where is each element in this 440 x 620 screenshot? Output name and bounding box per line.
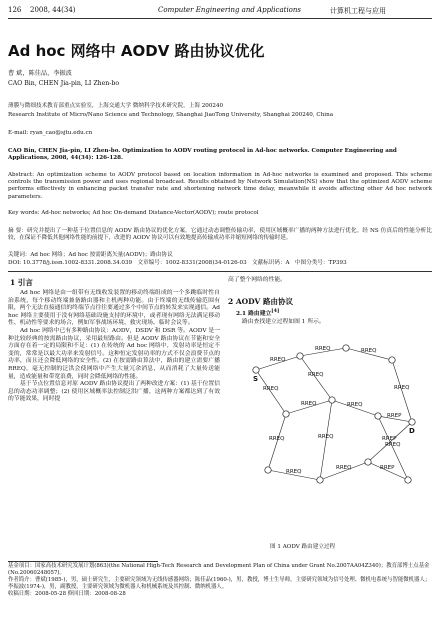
message-label: RREQ	[308, 372, 324, 378]
network-node	[375, 413, 381, 419]
route-arrow	[300, 356, 332, 400]
affiliation-cn: 薄膜与微细技术教育部重点实验室，上海交通大学 微纳科学技术研究院，上海 200240	[8, 103, 224, 109]
divider	[8, 271, 432, 272]
affiliation-en: Research Institute of Micro/Nano Science and Technology, Shanghai JiaoTong University, Shanghai 200240, China	[8, 112, 334, 118]
network-node	[405, 477, 411, 483]
authors-cn: 曹 斌，陈佳品，李振波	[8, 70, 72, 77]
network-node	[329, 397, 335, 403]
route-arrow	[256, 370, 286, 414]
left-column	[8, 290, 220, 404]
destination-node	[409, 419, 415, 425]
network-node	[343, 345, 349, 351]
reference-mark: [4]	[271, 308, 280, 314]
clc-number: 中图分类号：TP393	[294, 260, 347, 266]
citation: CAO Bin, CHEN Jia-pin, LI Zhen-bo. Optimization to AODV routing protocol in Ad-hoc networks. Computer Engineering and Applications, 2008, 44(34): 126-128.	[8, 148, 397, 162]
abstract-en: Abstract: An optimization scheme to AODV protocol based on location information in Ad-hoc networks is examined and proposed. This scheme controls the transmission power and uses regional broadcast. Results obtained by Network Simulation(NS) show that the optimized AODV scheme performs effectively in enhancing packet transfer rate and shortening network time delay, meanwhile it avoids affecting other Ad hoc network parameters.	[8, 172, 432, 200]
author-email: E-mail: ryan_cao@sjtu.edu.cn	[8, 130, 93, 136]
figure-caption: 图 1 AODV 路由建立过程	[270, 544, 336, 550]
message-label: RREP	[380, 465, 395, 471]
message-label: RREQ	[385, 442, 401, 448]
route-arrow	[268, 414, 286, 470]
received-dates: 收稿日期：2008-05-28 修回日期：2008-08-28	[8, 591, 126, 597]
right-column-continuation: 高了整个网络的性能。	[228, 277, 286, 283]
authors-en: CAO Bin, CHEN Jia-pin, LI Zhen-bo	[8, 80, 120, 87]
message-label: RREQ	[286, 469, 302, 475]
network-node	[283, 411, 289, 417]
message-label: RREQ	[301, 401, 317, 407]
doi: DOI: 10.3778/j.issn.1002-8331.2008.34.039	[8, 260, 133, 266]
abstract-cn: 摘 要：研究并提出了一种基于位置信息的 AODV 路由协议的优化方案。它通过动态调整传输功率，使用区域概率广播的两种方法进行优化。经 NS 仿真后的性能分析比较，在保证不降低其他网络性能的前提下，改进的 AODV 协议可以有效地提高传输成功率并缩短网络的传输时延。	[8, 228, 432, 242]
page-number: 126	[8, 6, 22, 14]
network-node	[389, 357, 395, 363]
footnote-divider	[8, 561, 158, 562]
document-code: 文献标识码：A	[251, 260, 290, 266]
message-label: RREQ	[270, 357, 286, 363]
journal-name-cn: 计算机工程与应用	[330, 7, 386, 15]
message-label: RREQ	[336, 465, 352, 471]
network-node	[365, 459, 371, 465]
destination-label: D	[409, 427, 415, 435]
keywords-cn: 关键词：Ad hoc 网络；Ad hoc 按需距离矢量(AODV)；路由协议	[8, 252, 173, 258]
section-1-heading: 1 引言	[10, 278, 33, 287]
issue-info: 2008, 44(34)	[30, 6, 76, 14]
paragraph: Ad hoc 网络中已有多种路由协议：AODV，DSDV 和 DSR 等。AODV 是一种比较经典的按需路由协议，采用最短路由。但是 AODV 路由协议在节能和安全方面存在着一定的局限和不足：(1) 在传统的 Ad hoc 网络中，发射功率是恒定不变的，常常是以最大功率来发射信号。这种恒定发射功率的方式不仅会浪费节点的功率，而且还会降低网络的安全性。(2) 在按需路由算法中，路由的建立需要广播 RREQ，毫无控制的泛洪会使网络中产生大量冗余消息，从而消耗了大量传送能量，造成能量和带宽浪费，同时会降低网络的性能。	[8, 327, 220, 380]
source-node	[253, 367, 259, 373]
paragraph: Ad hoc 网络是由一组带有无线收发装置的移动终端组成的一个多跳临时性自治系统，每个移动终端兼备路由器和主机两种功能。由于终端的无线传输范围有限，两个无法直接通信的终端节点往往要通过多个中间节点的转发来实现通信。Ad hoc 网络主要使用于没有网络基础设施支持的环境中，或者现有网络无法满足移动性、机动性等要求的场合，例如军事战场环境、救灾现场、临时会议等。	[8, 290, 220, 327]
message-label: RREQ	[263, 386, 279, 392]
paragraph: 基于节点位置信息对原 AODV 路由协议提出了两种改进方案：(1) 基于位置信息的动态功率调整；(2) 使用区域概率法控制泛洪广播，这两种方案都达到了有效的节能效果，同时提	[8, 381, 220, 403]
message-label: RREQ	[315, 346, 331, 352]
message-label: RREQ	[361, 348, 377, 354]
journal-name-en: Computer Engineering and Applications	[158, 6, 301, 14]
message-label: RREQ	[347, 402, 363, 408]
section-2-heading: 2 AODV 路由协议	[228, 297, 293, 306]
network-node	[297, 353, 303, 359]
route-arrow	[320, 400, 332, 480]
message-label: RREQ	[318, 434, 334, 440]
footnotes	[8, 563, 432, 598]
subsection-2-1: 2.1 路由建立[4]	[236, 308, 280, 317]
aodv-route-diagram	[228, 330, 432, 540]
message-label: RREQ	[269, 436, 285, 442]
network-node	[317, 477, 323, 483]
figure-intro-text: 路由查找建立过程如图 1 所示。	[242, 319, 325, 325]
source-label: S	[253, 375, 259, 383]
article-number: 文章编号：1002-8331(2008)34-0126-03	[137, 260, 247, 266]
paper-title: Ad hoc 网络中 AODV 路由协议优化	[8, 42, 265, 60]
network-node	[265, 467, 271, 473]
message-label: RREP	[382, 436, 397, 442]
doi-line	[8, 260, 432, 267]
message-label: RREQ	[394, 385, 410, 391]
footnote-funding: 基金项目：国家高技术研究发展计划(863)(the National High-Tech Research and Development Plan of China under Grant No.2007AA04Z340)；教育部博士点基金(No.20060248057)。	[8, 563, 430, 576]
keywords-en: Key words: Ad-hoc networks; Ad hoc On-demand Distance-Vector(AODV); route protocol	[8, 210, 259, 216]
running-header	[8, 4, 432, 19]
footnote-author: 作者简介：曹斌(1985-)，男，硕士研究生，主要研究领域为无线传感器网络；陈佳品(1960-)，男，教授，博士生导师，主要研究领域为信号处理、微机电系统与智能微机器人；李振波(1974-)，男，副教授，主要研究领域为微机器人和机械系统及其控制、微纳机器人。	[8, 577, 431, 590]
message-label: RREP	[387, 413, 402, 419]
